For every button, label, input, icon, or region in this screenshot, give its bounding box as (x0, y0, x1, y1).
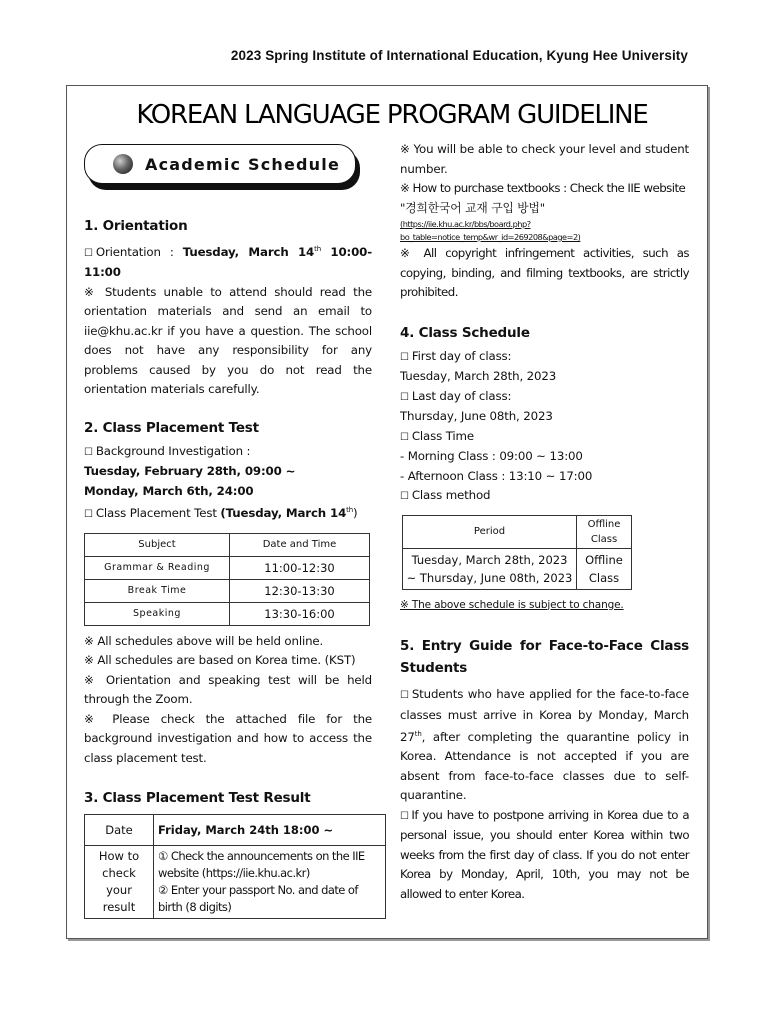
checkbox-square-icon: ☐ (400, 491, 409, 502)
first-day-label (400, 347, 689, 368)
checkbox-square-icon: ☐ (400, 351, 409, 363)
table-cell: Grammar & Reading (85, 556, 230, 579)
result-step: ② Enter your passport No. and date of birth (8 digits) (158, 883, 358, 915)
period-start: Tuesday, March 28th, 2023 (411, 552, 568, 567)
table-cell: Break Time (85, 579, 230, 602)
textbook-note: ※ How to purchase textbooks : Check the IIE website (400, 181, 686, 195)
table-cell: 12:30-13:30 (230, 579, 370, 602)
table-cell: How to check your result (85, 846, 154, 919)
class-time-label (400, 427, 689, 448)
cpt-date-sup: th (346, 506, 354, 515)
table-cell: Date (85, 815, 154, 846)
class-method-label-text: Class method (411, 488, 491, 502)
orientation-note: ※ Students unable to attend should read the orientation materials and send an email to iie@khu.ac.kr if you have a question. The school does not have any responsibility for any problems caused by you do not read the orientation materials carefully. (84, 284, 372, 397)
entry-guide-paragraph-1 (400, 685, 689, 806)
entry-p1-sup: th (414, 730, 422, 738)
placement-note: ※ All schedules are based on Korea time. (KST) (84, 653, 356, 668)
section-placement-test-title: 2. Class Placement Test (84, 419, 259, 436)
placement-note: ※ All schedules above will be held online. (84, 633, 324, 648)
class-time-label-text: Class Time (411, 428, 474, 443)
last-day-label-text: Last day of class: (411, 388, 512, 403)
table-cell: Friday, March 24th 18:00 ~ (154, 815, 386, 846)
class-method-label (400, 486, 689, 507)
section-result-title: 3. Class Placement Test Result (84, 790, 311, 807)
cpt-date: (Tuesday, March 14 (220, 506, 347, 521)
orientation-label: Orientation : (95, 244, 183, 259)
level-note: ※ You will be able to check your level and student number. (400, 142, 689, 176)
cpt-close: ) (353, 506, 358, 521)
placement-note: ※ Please check the attached file for the background investigation and how to access the class placement test. (84, 711, 372, 765)
entry-p2-text: If you have to postpone arriving in Korea due to a personal issue, you should enter Korea within two weeks from the first day of class. If you do not enter Korea by Monday, April, 10th, you may not be allowed to enter Korea. (400, 807, 689, 901)
bg-label-text: Background Investigation : (95, 443, 251, 458)
cpt-label-text: Class Placement Test (95, 506, 221, 521)
period-end: ~ Thursday, June 08th, 2023 (406, 570, 573, 585)
background-investigation-label (84, 442, 372, 463)
ball-icon (113, 154, 133, 174)
table-header-cell: Offline Class (577, 515, 632, 548)
table-row (85, 602, 370, 625)
checkbox-square-icon: ☐ (84, 509, 93, 521)
placement-test-label (84, 501, 372, 524)
checkbox-square-icon: ☐ (400, 690, 409, 701)
table-cell: 13:30-16:00 (230, 602, 370, 625)
academic-schedule-badge (84, 144, 372, 200)
first-day-value: Tuesday, March 28th, 2023 (400, 369, 557, 383)
table-row (85, 579, 370, 602)
table-header-cell: Subject (85, 533, 230, 556)
copyright-note: ※ All copyright infringement activities, such as copying, binding, and filming textbooks, are strictly prohibited. (400, 246, 689, 299)
right-column (400, 140, 689, 904)
checkbox-square-icon: ☐ (84, 247, 93, 259)
table-row (85, 815, 386, 846)
badge-label: Academic Schedule (145, 154, 341, 174)
table-cell (154, 846, 386, 919)
checkbox-square-icon: ☐ (400, 391, 409, 403)
table-cell: 11:00-12:30 (230, 556, 370, 579)
left-column (84, 140, 372, 919)
schedule-change-note: ※ The above schedule is subject to change. (400, 598, 624, 611)
table-header-cell: Period (403, 515, 577, 548)
table-row (85, 846, 386, 919)
background-date-end: Monday, March 6th, 24:00 (84, 483, 254, 498)
table-header-row (85, 533, 370, 556)
table-cell: Offline Class (577, 548, 632, 589)
table-header-row (403, 515, 632, 548)
page-header: 2023 Spring Institute of International Education, Kyung Hee University (230, 48, 688, 63)
table-row (403, 548, 632, 589)
orientation-date-sup: th (314, 245, 322, 253)
morning-class: - Morning Class : 09:00 ~ 13:00 (400, 449, 583, 463)
orientation-item (84, 240, 372, 283)
checkbox-square-icon: ☐ (84, 446, 93, 458)
checkbox-square-icon: ☐ (400, 431, 409, 443)
section-class-schedule-title: 4. Class Schedule (400, 324, 530, 341)
last-day-label (400, 387, 689, 408)
section-entry-guide-title: 5. Entry Guide for Face-to-Face Class Students (400, 638, 689, 676)
entry-guide-paragraph-2 (400, 806, 689, 905)
entry-p1-text: Students who have applied for the face-to-face classes must arrive in Korea by Monday, March 27 (400, 687, 689, 744)
table-row (85, 556, 370, 579)
textbook-korean-title: "경희한국어 교재 구입 방법" (400, 200, 546, 215)
orientation-date: Tuesday, March 14 (182, 244, 315, 259)
textbook-link[interactable]: (https://iie.khu.ac.kr/bbs/board.php?bo_table=notice_temp&wr_id=269208&page=2) (400, 219, 581, 242)
orientation-time: 10:00-11:00 (84, 244, 372, 280)
last-day-value: Thursday, June 08th, 2023 (400, 409, 553, 423)
result-table (84, 814, 386, 919)
result-step: ① Check the announcements on the IIE website (https://iie.khu.ac.kr) (158, 849, 365, 881)
table-header-cell: Date and Time (230, 533, 370, 556)
first-day-label-text: First day of class: (411, 348, 512, 363)
table-cell (403, 548, 577, 589)
placement-test-table (84, 533, 370, 626)
background-date-start: Tuesday, February 28th, 09:00 ~ (84, 464, 296, 479)
section-orientation-title: 1. Orientation (84, 218, 188, 234)
class-method-table (402, 515, 632, 590)
page-title: KOREAN LANGUAGE PROGRAM GUIDELINE (136, 100, 648, 130)
badge-pill (84, 144, 356, 184)
table-cell: Speaking (85, 602, 230, 625)
checkbox-square-icon: ☐ (400, 810, 409, 822)
placement-note: ※ Orientation and speaking test will be held through the Zoom. (84, 672, 372, 707)
entry-p1-text-cont: , after completing the quarantine policy in Korea. Attendance is not accepted if you are absent from face-to-face classes due to self-quarantine. (400, 729, 689, 803)
afternoon-class: - Afternoon Class : 13:10 ~ 17:00 (400, 468, 593, 483)
